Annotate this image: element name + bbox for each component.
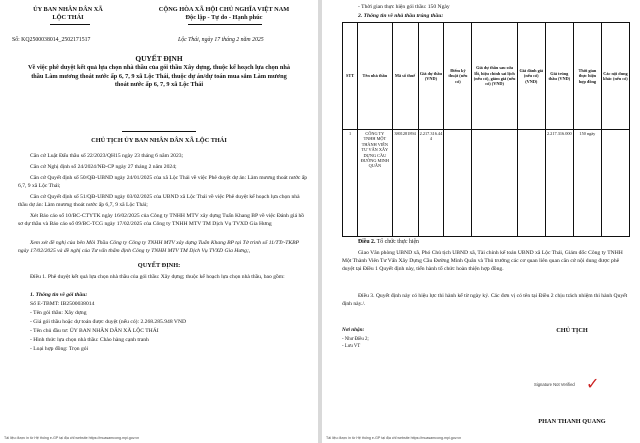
cell-other xyxy=(601,130,629,237)
col-header: Tên nhà thầu xyxy=(358,23,393,130)
basis-paragraph: Căn cứ Quyết định số 50/QĐ-UBND ngày 24/01/2025 của xã Lộc Thái về việc Phê duyệt dự án: Làm mương thoát nước ấp 6,7, 9 xã Lộc Thái; xyxy=(18,175,308,190)
digital-signature xyxy=(532,374,616,406)
article-2-label: Điều 2. xyxy=(358,239,376,245)
cell-adjusted-price xyxy=(472,130,517,237)
winner-heading: 2. Thông tin về nhà thầu trúng thầu: xyxy=(358,13,444,19)
cell-tax-code: 3801281894 xyxy=(392,130,418,237)
package-info-item: - Tên chủ đầu tư: ỦY BAN NHÂN DÂN XÃ LỘC THÁI xyxy=(30,328,159,334)
col-header: Mã số thuế xyxy=(392,23,418,130)
package-info-item: - Tên gói thầu: Xây dựng xyxy=(30,310,87,316)
decision-subtitle: Về việc phê duyệt kết quả lựa chọn nhà thầu của gói thầu Xây dựng, thuộc kế hoạch lựa chọn nhà thầu Làm mương thoát nước ấp 6, 7, 9 xã Lộc Thái, thuộc dự án/dự toán mua sắm Làm mương thoát nước ấp 6, 7, 9 xã Lộc Thái xyxy=(27,64,291,89)
document-number: Số: KQ2500038014_2502171517 xyxy=(12,37,91,43)
col-header: Giá trúng thầu (VND) xyxy=(545,23,573,130)
page-footer: Tài liệu được in từ Hệ thống e-GP tại địa chỉ website https://muasamcong.mpi.gov.vn xyxy=(4,436,140,440)
chairman-heading: CHỦ TỊCH ỦY BAN NHÂN DÂN XÃ LỘC THÁI xyxy=(91,137,227,144)
col-header: Điểm kỹ thuật (nếu có) xyxy=(444,23,472,130)
article-3: Điều 3. Quyết định này có hiệu lực thi hành kể từ ngày ký. Các đơn vị có tên tại Điều 2 chịu trách nhiệm thi hành Quyết định này./. xyxy=(342,293,628,308)
national-header xyxy=(136,6,312,22)
contract-duration: - Thời gian thực hiện gói thầu: 150 Ngày xyxy=(358,4,450,10)
cell-contractor: CÔNG TY TNHH MỘT THÀNH VIÊN TƯ VẤN XÂY DỰNG CẦU ĐƯỜNG MINH QUÂN xyxy=(358,130,393,237)
package-info-item: - Hình thức lựa chọn nhà thầu: Chào hàng cạnh tranh xyxy=(30,337,149,343)
issuer-header xyxy=(12,6,124,22)
cell-tech-score xyxy=(444,130,472,237)
col-header: Giá đánh giá (nếu có) (VND) xyxy=(517,23,545,130)
subtitle-underline xyxy=(122,131,196,132)
section-title: QUYẾT ĐỊNH: xyxy=(137,262,181,269)
place-date: Lộc Thái, ngày 17 tháng 2 năm 2025 xyxy=(178,37,264,43)
page-footer: Tài liệu được in từ Hệ thống e-GP tại địa chỉ website https://muasamcong.mpi.gov.vn xyxy=(326,436,462,440)
decision-title: QUYẾT ĐỊNH xyxy=(135,54,183,63)
issuer-line-1: ỦY BAN NHÂN DÂN XÃ xyxy=(33,6,103,13)
recipient-item: - Như Điều 2; xyxy=(342,337,369,342)
winner-table xyxy=(342,22,630,237)
cell-stt: 1 xyxy=(343,130,358,237)
cell-duration: 150 ngày xyxy=(573,130,601,237)
proposal-paragraph: Xem xét đề nghị của bên Môi Thầu Công ty Công ty TNHH MTV xây dựng Tuấn Khang BP tại Tờ trình số 11/TTr-TKBP ngày 17/02/2025 và đề nghị của Tư vấn thẩm định Công ty TNHH MTV TM Dịch Vụ TVXD Gia Hưng;, xyxy=(18,240,299,255)
col-header: Giá dự thầu sau sửa lỗi, hiệu chỉnh sai lệch (nếu có), giảm giá (nếu có) (VND) xyxy=(472,23,517,130)
basis-paragraph: Căn cứ Quyết định số 51/QĐ-UBND ngày 03/02/2025 của UBND xã Lộc Thái về việc Phê duyệt kế hoạch lựa chọn nhà thầu dự án: Làm mương thoát nước ấp 6,7, 9 xã Lộc Thái; xyxy=(18,194,300,209)
national-title: CỘNG HÒA XÃ HỘI CHỦ NGHĨA VIỆT NAM xyxy=(158,6,290,13)
article-2-body: Giao Văn phòng UBND xã, Phó Chủ tịch UBND xã, Tài chính kế toán UBND xã Lộc Thái, Giám đốc Công ty TNHH Một Thành Viên Tư Vấn Xây Dựng Cầu Đường Minh Quân và Thủ trưởng các cơ quan liên quan căn cứ nội dung được phê duyệt tại Điều 1 Quyết định này, tiến hành tổ chức hoàn thiện hợp đồng. xyxy=(342,250,623,273)
basis-paragraph: Căn cứ Nghị định số 24/2024/NĐ-CP ngày 27 tháng 2 năm 2024; xyxy=(30,164,177,170)
package-info-heading: 1. Thông tin về gói thầu: xyxy=(30,292,88,298)
national-motto: Độc lập - Tự do - Hạnh phúc xyxy=(185,14,263,21)
signer-title: CHỦ TỊCH xyxy=(556,327,588,334)
document-page-2 xyxy=(322,0,640,443)
col-header: Các nội dung khác (nếu có) xyxy=(601,23,629,130)
issuer-underline xyxy=(50,24,90,25)
package-info-item: Số E-TBMT: IB2500038014 xyxy=(30,301,95,307)
package-info-item: - Loại hợp đồng: Trọn gói xyxy=(30,346,89,352)
article-1: Điều 1. Phê duyệt kết quả lựa chọn nhà thầu của gói thầu: Xây dựng; thuộc kế hoạch lựa chọn nhà thầu, bao gồm: xyxy=(30,274,285,280)
review-paragraph: Xét Báo cáo số 10/BC-CTYTK ngày 16/02/2025 của Công ty TNHH MTV xây dựng Tuấn Khang BP về việc Đánh giá hồ sơ dự thầu và Báo cáo số 09/BC-TCG ngày 17/02/2025 của Công ty TNHH MTV TM Dịch Vụ TVXD Gia Hưng xyxy=(18,213,305,228)
table-header-row xyxy=(343,23,630,130)
col-header: Thời gian thực hiện hợp đồng xyxy=(573,23,601,130)
article-2-title: Tổ chức thực hiện xyxy=(375,239,419,245)
cell-winning-price: 2.217.316.000 xyxy=(545,130,573,237)
col-header: Giá dự thầu (VND) xyxy=(418,23,444,130)
recipient-item: - Lưu VT xyxy=(342,344,361,349)
recipients-title: Nơi nhận: xyxy=(342,327,365,333)
basis-paragraph: Căn cứ Luật Đấu thầu số 22/2023/QH15 ngày 23 tháng 6 năm 2023; xyxy=(30,153,184,159)
cell-bid-price: 2.217.316.444 xyxy=(418,130,444,237)
table-row xyxy=(343,130,630,237)
check-mark-icon: ✓ xyxy=(586,374,600,393)
article-2-heading xyxy=(358,239,419,245)
signature-status: Signature Not Verified xyxy=(534,382,575,387)
document-page-1 xyxy=(0,0,318,443)
col-header: STT xyxy=(343,23,358,130)
signer-name: PHAN THANH QUANG xyxy=(538,418,606,425)
package-info-item: - Giá gói thầu hoặc dự toán được duyệt (nếu có): 2.268.285.948 VND xyxy=(30,319,187,325)
issuer-line-2: LỘC THÁI xyxy=(52,14,84,21)
motto-underline xyxy=(188,24,262,25)
cell-evaluated-price xyxy=(517,130,545,237)
